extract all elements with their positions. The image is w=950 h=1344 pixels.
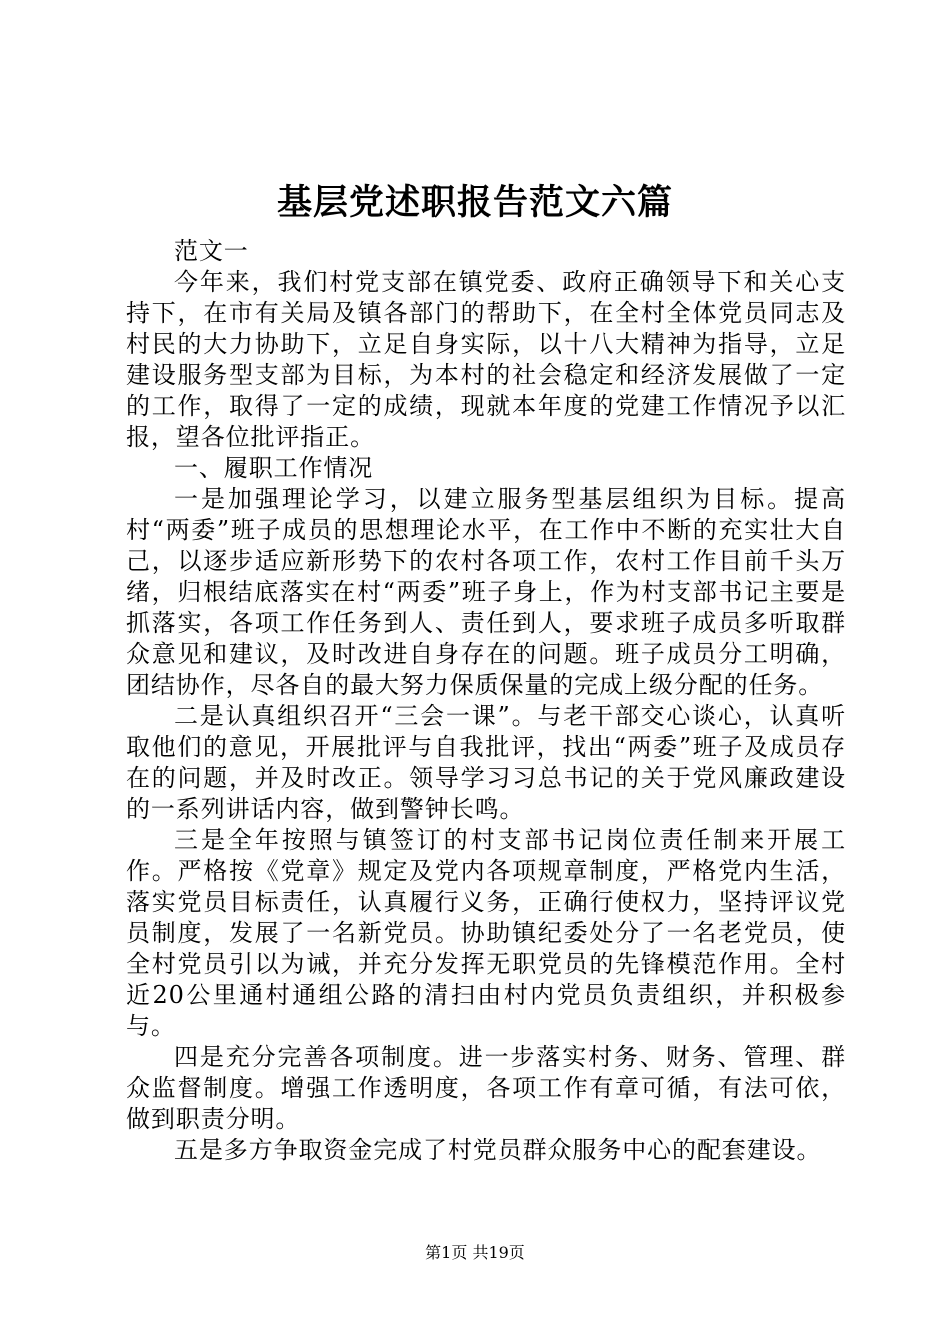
paragraph-item-4: 四是充分完善各项制度。进一步落实村务、财务、管理、群众监督制度。增强工作透明度，各项工作有章可循，有法可依，做到职责分明。 xyxy=(126,1043,846,1133)
paragraph-item-2: 二是认真组织召开“三会一课”。与老干部交心谈心，认真听取他们的意见，开展批评与自我批评，找出“两委”班子及成员存在的问题，并及时改正。领导学习习总书记的关于党风廉政建设的一系列讲话内容，做到警钟长鸣。 xyxy=(126,702,846,823)
paragraph-item-5: 五是多方争取资金完成了村党员群众服务中心的配套建设。 xyxy=(174,1136,822,1164)
paragraph-intro: 今年来，我们村党支部在镇党委、政府正确领导下和关心支持下，在市有关局及镇各部门的帮助下，在全村全体党员同志及村民的大力协助下，立足自身实际，以十八大精神为指导，立足建设服务型支部为目标，为本村的社会稳定和经济发展做了一定的工作，取得了一定的成绩，现就本年度的党建工作情况予以汇报，望各位批评指正。 xyxy=(126,268,846,451)
document-body xyxy=(126,236,846,1166)
page-number-footer: 第1页 共19页 xyxy=(425,1243,525,1262)
document-title: 基层党述职报告范文六篇 xyxy=(276,182,673,223)
section-heading: 一、履职工作情况 xyxy=(174,454,374,482)
paragraph-item-1: 一是加强理论学习，以建立服务型基层组织为目标。提高村“两委”班子成员的思想理论水平，在工作中不断的充实壮大自己，以逐步适应新形势下的农村各项工作，农村工作目前千头万绪，归根结底落实在村“两委”班子身上，作为村支部书记主要是抓落实，各项工作任务到人、责任到人，要求班子成员多听取群众意见和建议，及时改进自身存在的问题。班子成员分工明确，团结协作，尽各自的最大努力保质保量的完成上级分配的任务。 xyxy=(126,485,846,699)
paragraph-heading-sample: 范文一 xyxy=(174,237,249,265)
paragraph-item-3: 三是全年按照与镇签订的村支部书记岗位责任制来开展工作。严格按《党章》规定及党内各项规章制度，严格党内生活，落实党员目标责任，认真履行义务，正确行使权力，坚持评议党员制度，发展了一名新党员。协助镇纪委处分了一名老党员，使全村党员引以为诫，并充分发挥无职党员的先锋模范作用。全村近20公里通村通组公路的清扫由村内党员负责组织，并积极参与。 xyxy=(126,826,846,1040)
